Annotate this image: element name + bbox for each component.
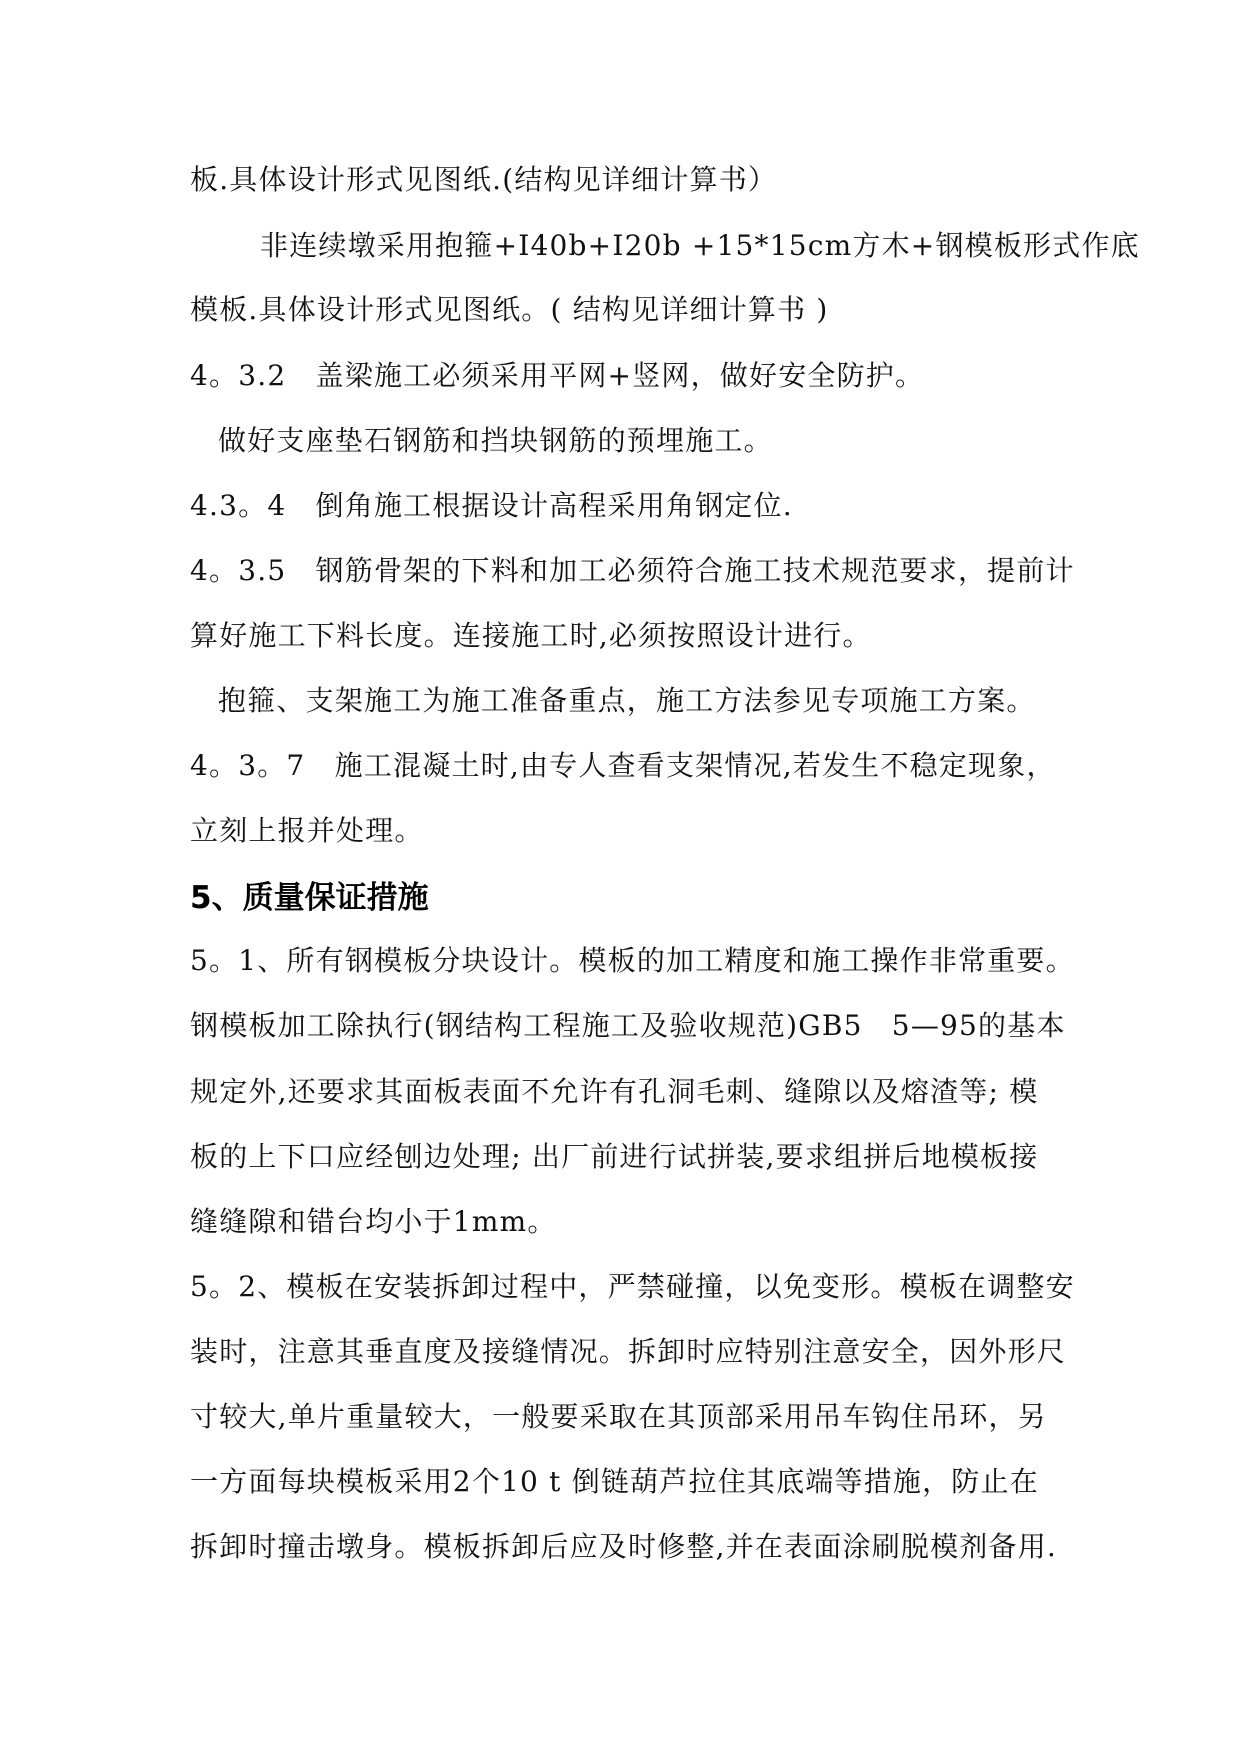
text-line: 抱箍、支架施工为施工准备重点，施工方法参见专项施工方案。: [218, 684, 1036, 717]
text-line: 钢模板加工除执行(钢结构工程施工及验收规范)GB5 5—95的基本: [190, 1009, 1066, 1042]
text-line: 4。3.5 钢筋骨架的下料和加工必须符合施工技术规范要求，提前计: [190, 554, 1075, 587]
text-line: 模板.具体设计形式见图纸。( 结构见详细计算书 ): [190, 293, 829, 326]
text-line: 算好施工下料长度。连接施工时,必须按照设计进行。: [190, 619, 872, 652]
section-heading: 5、质量保证措施: [190, 880, 429, 916]
text-line: 缝缝隙和错台均小于1mm。: [190, 1205, 557, 1238]
text-line: 4。3。7 施工混凝土时,由专人查看支架情况,若发生不稳定现象，: [190, 749, 1056, 782]
text-line: 立刻上报并处理。: [190, 814, 424, 847]
text-line: 4。3.2 盖梁施工必须采用平网+竖网，做好安全防护。: [190, 359, 925, 392]
text-line: 4.3。4 倒角施工根据设计高程采用角钢定位.: [190, 489, 793, 522]
text-line: 非连续墩采用抱箍+I40b+I20b +15*15cm方木+钢模板形式作底: [260, 229, 1140, 262]
text-line: 规定外,还要求其面板表面不允许有孔洞毛刺、缝隙以及熔渣等; 模: [190, 1075, 1039, 1108]
text-line: 板的上下口应经刨边处理; 出厂前进行试拼装,要求组拼后地模板接: [190, 1140, 1039, 1173]
text-line: 板.具体设计形式见图纸.(结构见详细计算书）: [190, 163, 778, 196]
text-line: 装时，注意其垂直度及接缝情况。拆卸时应特别注意安全，因外形尺: [190, 1335, 1067, 1368]
text-line: 寸较大,单片重量较大，一般要采取在其顶部采用吊车钩住吊环，另: [190, 1400, 1047, 1433]
text-line: 5。2、模板在安装拆卸过程中，严禁碰撞，以免变形。模板在调整安: [190, 1270, 1075, 1303]
text-line: 一方面每块模板采用2个10 t 倒链葫芦拉住其底端等措施，防止在: [190, 1465, 1039, 1498]
text-line: 5。1、所有钢模板分块设计。模板的加工精度和施工操作非常重要。: [190, 944, 1075, 977]
text-line: 拆卸时撞击墩身。模板拆卸后应及时修整,并在表面涂刷脱模剂备用.: [190, 1530, 1058, 1563]
text-line: 做好支座垫石钢筋和挡块钢筋的预埋施工。: [218, 424, 773, 457]
